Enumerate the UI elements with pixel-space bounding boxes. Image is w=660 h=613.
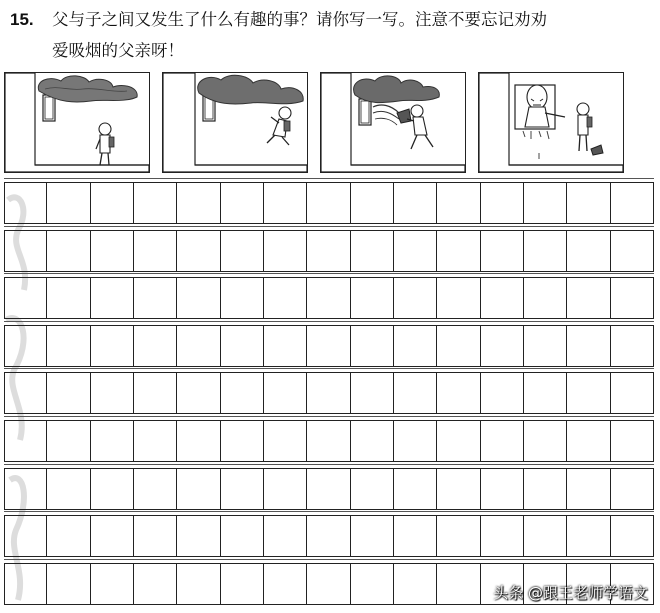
grid-cell[interactable] [4, 326, 47, 366]
grid-cell[interactable] [221, 516, 264, 556]
grid-cell[interactable] [437, 326, 480, 366]
grid-cell[interactable] [134, 278, 177, 318]
grid-cell[interactable] [221, 564, 264, 604]
grid-cell[interactable] [611, 231, 654, 271]
grid-cell[interactable] [437, 183, 480, 223]
grid-cell[interactable] [47, 421, 90, 461]
grid-cell[interactable] [481, 326, 524, 366]
comic-panel-1-illustration [5, 73, 149, 172]
grid-cell[interactable] [4, 469, 47, 509]
grid-cell[interactable] [351, 469, 394, 509]
grid-row [4, 182, 654, 224]
comic-panel-4-illustration [479, 73, 623, 172]
grid-cell[interactable] [437, 564, 480, 604]
grid-cell[interactable] [394, 516, 437, 556]
grid-cell[interactable] [611, 469, 654, 509]
grid-cell[interactable] [134, 231, 177, 271]
question-prompt-line2: 爱吸烟的父亲呀！ [52, 41, 184, 60]
grid-cell[interactable] [4, 278, 47, 318]
grid-cell[interactable] [611, 373, 654, 413]
grid-cell[interactable] [481, 183, 524, 223]
grid-cell[interactable] [134, 183, 177, 223]
grid-cell[interactable] [177, 469, 220, 509]
grid-cell[interactable] [134, 326, 177, 366]
grid-cell[interactable] [264, 326, 307, 366]
grid-cell[interactable] [394, 373, 437, 413]
grid-cell[interactable] [264, 469, 307, 509]
grid-cell[interactable] [134, 516, 177, 556]
grid-cell[interactable] [437, 516, 480, 556]
grid-cell[interactable] [351, 421, 394, 461]
grid-cell[interactable] [567, 231, 610, 271]
comic-strip [4, 72, 654, 172]
grid-cell[interactable] [47, 516, 90, 556]
grid-cell[interactable] [91, 469, 134, 509]
grid-cell[interactable] [134, 564, 177, 604]
grid-cell[interactable] [567, 373, 610, 413]
grid-cell[interactable] [307, 469, 350, 509]
grid-row [4, 230, 654, 272]
grid-cell[interactable] [47, 278, 90, 318]
grid-cell[interactable] [134, 421, 177, 461]
grid-cell[interactable] [91, 326, 134, 366]
grid-cell[interactable] [91, 278, 134, 318]
grid-cell[interactable] [524, 373, 567, 413]
grid-row [4, 468, 654, 510]
grid-cell[interactable] [394, 231, 437, 271]
grid-cell[interactable] [611, 278, 654, 318]
grid-cell[interactable] [611, 326, 654, 366]
grid-cell[interactable] [351, 564, 394, 604]
grid-cell[interactable] [351, 326, 394, 366]
grid-cell[interactable] [134, 469, 177, 509]
grid-cell[interactable] [351, 278, 394, 318]
grid-cell[interactable] [264, 373, 307, 413]
grid-cell[interactable] [524, 469, 567, 509]
grid-cell[interactable] [4, 516, 47, 556]
grid-cell[interactable] [134, 373, 177, 413]
grid-cell[interactable] [351, 373, 394, 413]
grid-cell[interactable] [611, 421, 654, 461]
grid-cell[interactable] [394, 183, 437, 223]
grid-cell[interactable] [91, 421, 134, 461]
grid-cell[interactable] [567, 469, 610, 509]
grid-cell[interactable] [567, 421, 610, 461]
grid-cell[interactable] [481, 421, 524, 461]
grid-cell[interactable] [611, 516, 654, 556]
grid-cell[interactable] [481, 516, 524, 556]
grid-cell[interactable] [481, 469, 524, 509]
grid-cell[interactable] [221, 469, 264, 509]
grid-cell[interactable] [264, 183, 307, 223]
grid-cell[interactable] [567, 278, 610, 318]
grid-cell[interactable] [524, 278, 567, 318]
grid-cell[interactable] [264, 516, 307, 556]
grid-cell[interactable] [481, 278, 524, 318]
grid-cell[interactable] [437, 278, 480, 318]
grid-cell[interactable] [264, 231, 307, 271]
grid-cell[interactable] [307, 278, 350, 318]
grid-cell[interactable] [394, 469, 437, 509]
grid-cell[interactable] [221, 326, 264, 366]
question-prompt-line1: 父与子之间又发生了什么有趣的事？请你写一写。注意不要忘记劝劝 [52, 10, 547, 29]
grid-cell[interactable] [611, 183, 654, 223]
grid-cell[interactable] [567, 183, 610, 223]
grid-cell[interactable] [4, 373, 47, 413]
grid-cell[interactable] [524, 183, 567, 223]
grid-row [4, 515, 654, 557]
grid-cell[interactable] [177, 516, 220, 556]
grid-cell[interactable] [47, 564, 90, 604]
grid-cell[interactable] [437, 421, 480, 461]
grid-cell[interactable] [91, 183, 134, 223]
grid-cell[interactable] [351, 231, 394, 271]
grid-cell[interactable] [307, 564, 350, 604]
grid-cell[interactable] [47, 183, 90, 223]
grid-cell[interactable] [437, 469, 480, 509]
grid-cell[interactable] [177, 183, 220, 223]
grid-cell[interactable] [47, 469, 90, 509]
grid-cell[interactable] [307, 373, 350, 413]
grid-cell[interactable] [437, 373, 480, 413]
comic-panel-3 [320, 72, 466, 173]
grid-cell[interactable] [264, 421, 307, 461]
grid-cell[interactable] [91, 231, 134, 271]
grid-cell[interactable] [307, 421, 350, 461]
comic-panel-4 [478, 72, 624, 173]
grid-cell[interactable] [91, 564, 134, 604]
comic-panel-3-illustration [321, 73, 465, 172]
grid-cell[interactable] [394, 421, 437, 461]
grid-cell[interactable] [4, 231, 47, 271]
grid-cell[interactable] [91, 373, 134, 413]
grid-cell[interactable] [91, 516, 134, 556]
grid-cell[interactable] [307, 231, 350, 271]
question-number: 15. [10, 10, 34, 29]
grid-cell[interactable] [394, 564, 437, 604]
watermark: 头条 @跟王老师学语文 [493, 584, 648, 602]
grid-cell[interactable] [351, 183, 394, 223]
grid-cell[interactable] [524, 421, 567, 461]
grid-cell[interactable] [481, 231, 524, 271]
grid-cell[interactable] [47, 326, 90, 366]
comic-panel-2 [162, 72, 308, 173]
grid-cell[interactable] [307, 326, 350, 366]
grid-cell[interactable] [4, 564, 47, 604]
grid-cell[interactable] [481, 373, 524, 413]
grid-cell[interactable] [264, 278, 307, 318]
grid-cell[interactable] [221, 421, 264, 461]
grid-cell[interactable] [177, 373, 220, 413]
grid-cell[interactable] [4, 183, 47, 223]
grid-cell[interactable] [177, 231, 220, 271]
grid-cell[interactable] [221, 373, 264, 413]
grid-cell[interactable] [567, 516, 610, 556]
grid-row [4, 420, 654, 462]
grid-cell[interactable] [221, 278, 264, 318]
grid-cell[interactable] [264, 564, 307, 604]
grid-cell[interactable] [524, 516, 567, 556]
comic-panel-1 [4, 72, 150, 173]
grid-cell[interactable] [567, 326, 610, 366]
grid-cell[interactable] [47, 373, 90, 413]
grid-cell[interactable] [394, 278, 437, 318]
grid-cell[interactable] [307, 516, 350, 556]
grid-row [4, 277, 654, 319]
grid-cell[interactable] [177, 564, 220, 604]
grid-cell[interactable] [47, 231, 90, 271]
grid-cell[interactable] [4, 421, 47, 461]
grid-cell[interactable] [394, 326, 437, 366]
grid-cell[interactable] [221, 231, 264, 271]
grid-cell[interactable] [351, 516, 394, 556]
grid-cell[interactable] [177, 326, 220, 366]
grid-cell[interactable] [221, 183, 264, 223]
grid-cell[interactable] [177, 278, 220, 318]
grid-row [4, 325, 654, 367]
grid-cell[interactable] [524, 231, 567, 271]
grid-cell[interactable] [307, 183, 350, 223]
comic-panel-2-illustration [163, 73, 307, 172]
grid-cell[interactable] [177, 421, 220, 461]
grid-cell[interactable] [524, 326, 567, 366]
grid-row [4, 372, 654, 414]
grid-cell[interactable] [437, 231, 480, 271]
